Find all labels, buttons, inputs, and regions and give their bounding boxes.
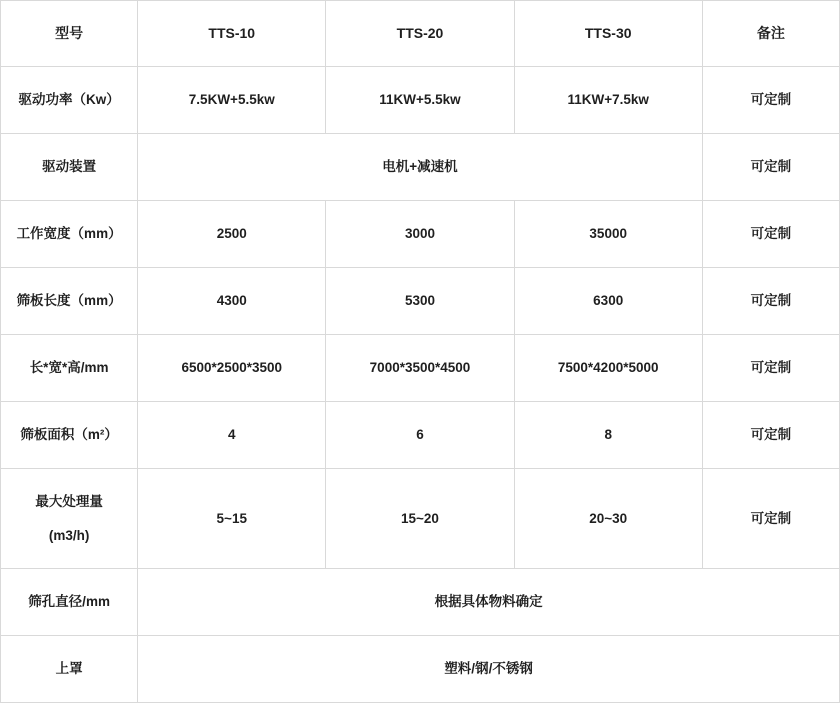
row-value: 5~15: [138, 469, 326, 569]
table-row: [1, 67, 840, 134]
table-row: [1, 134, 840, 201]
column-header-model: 型号: [1, 1, 138, 67]
row-label-main: 最大处理量: [35, 493, 103, 509]
row-label: 筛板面积（m²）: [1, 402, 138, 469]
row-label: 筛孔直径/mm: [1, 569, 138, 636]
row-note: 可定制: [702, 402, 839, 469]
table-row: [1, 569, 840, 636]
column-header-remark: 备注: [702, 1, 839, 67]
row-note: 可定制: [702, 469, 839, 569]
row-value: 3000: [326, 201, 514, 268]
row-label: 长*宽*高/mm: [1, 335, 138, 402]
row-label: 驱动功率（Kw）: [1, 67, 138, 134]
column-header-tts30: TTS-30: [514, 1, 702, 67]
row-value: 11KW+5.5kw: [326, 67, 514, 134]
row-note: 可定制: [702, 67, 839, 134]
table-row: [1, 636, 840, 703]
row-value-merged: 根据具体物料确定: [138, 569, 840, 636]
row-value: 5300: [326, 268, 514, 335]
table-row: [1, 201, 840, 268]
row-label: [1, 469, 138, 569]
row-value: 7500*4200*5000: [514, 335, 702, 402]
row-label: 驱动装置: [1, 134, 138, 201]
row-value: 6: [326, 402, 514, 469]
row-note: 可定制: [702, 335, 839, 402]
table-row: [1, 469, 840, 569]
row-value: 4300: [138, 268, 326, 335]
table-row: [1, 335, 840, 402]
table-header-row: [1, 1, 840, 67]
row-value: 15~20: [326, 469, 514, 569]
row-value: 7000*3500*4500: [326, 335, 514, 402]
row-value: 8: [514, 402, 702, 469]
row-label: 筛板长度（mm）: [1, 268, 138, 335]
row-value-merged: 电机+减速机: [138, 134, 703, 201]
column-header-tts20: TTS-20: [326, 1, 514, 67]
row-label-unit: (m3/h): [48, 527, 90, 543]
row-value: 11KW+7.5kw: [514, 67, 702, 134]
row-value: 6300: [514, 268, 702, 335]
table-row: [1, 402, 840, 469]
row-value: 20~30: [514, 469, 702, 569]
row-value-merged: 塑料/钢/不锈钢: [138, 636, 840, 703]
row-note: 可定制: [702, 268, 839, 335]
row-value: 4: [138, 402, 326, 469]
row-value: 6500*2500*3500: [138, 335, 326, 402]
row-note: 可定制: [702, 201, 839, 268]
row-label: 工作宽度（mm）: [1, 201, 138, 268]
column-header-tts10: TTS-10: [138, 1, 326, 67]
row-value: 35000: [514, 201, 702, 268]
row-value: 7.5KW+5.5kw: [138, 67, 326, 134]
table-row: [1, 268, 840, 335]
row-note: 可定制: [702, 134, 839, 201]
row-label: 上罩: [1, 636, 138, 703]
row-value: 2500: [138, 201, 326, 268]
